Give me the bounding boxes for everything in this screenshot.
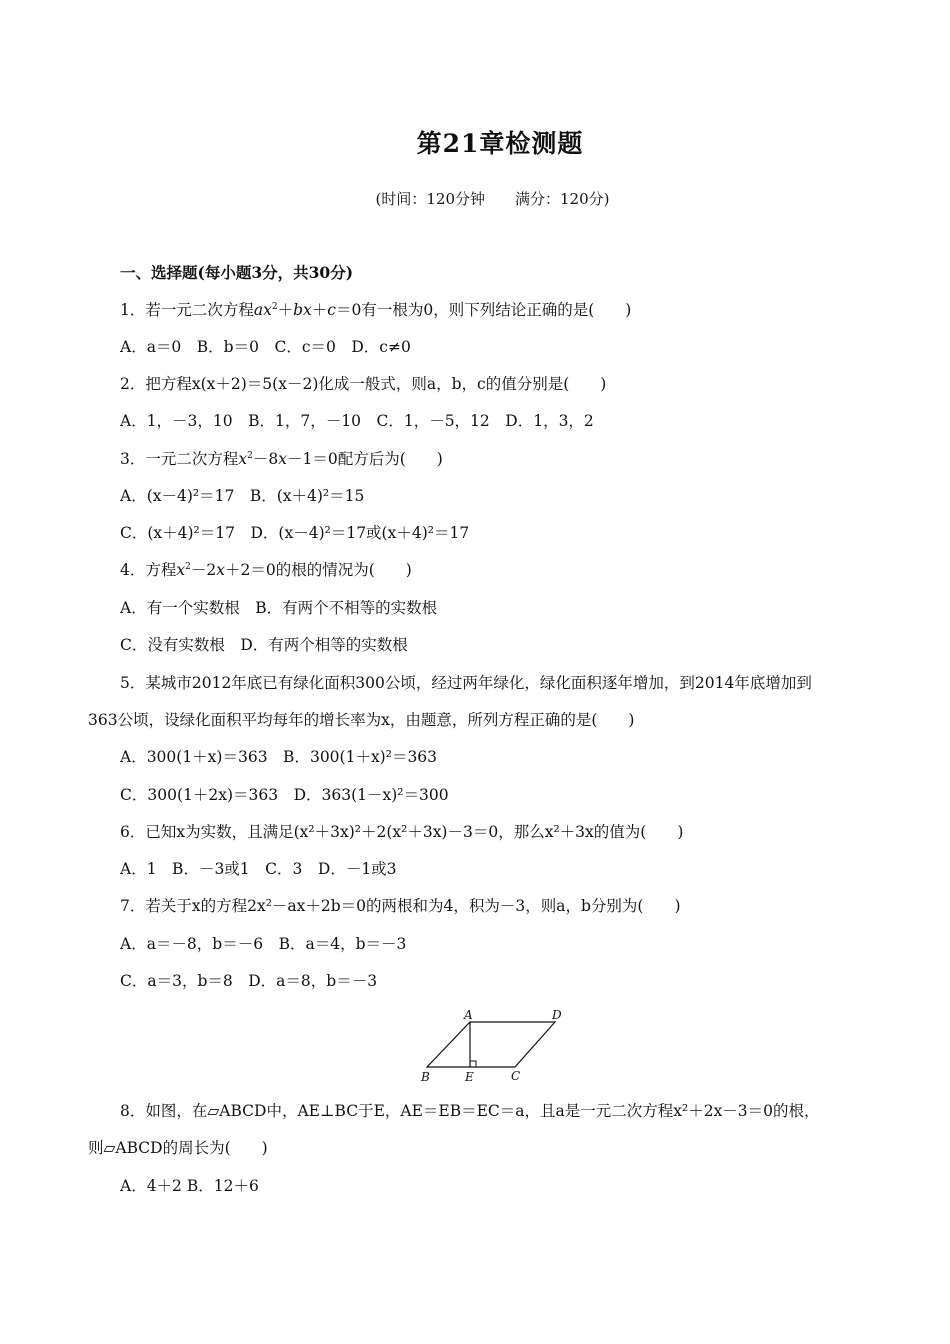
question-8-stem-line1: 8．如图，在▱ABCD中，AE⊥BC于E，AE＝EB＝EC＝a，且a是一元二次方程x²＋2x－3＝0的根， [120, 1102, 820, 1120]
question-3-stem: 3．一元二次方程$x^2-8x-1=0$配方后为( ) [120, 450, 443, 468]
question-1-options: A．a＝0 B．b＝0 C．c＝0 D．c≠0 [120, 338, 411, 356]
question-3-options-cd: C．(x＋4)²＝17 D．(x－4)²＝17或(x＋4)²＝17 [120, 524, 470, 542]
question-4-stem: 4．方程$x^2-2x+2=0$的根的情况为( ) [120, 561, 412, 579]
question-4-options-ab: A．有一个实数根 B．有两个不相等的实数根 [120, 599, 438, 617]
vertex-label-d: D [552, 1008, 562, 1022]
question-8-stem-line2: 则▱ABCD的周长为( ) [88, 1139, 268, 1157]
right-angle-mark [470, 1061, 476, 1067]
question-6-options: A．1 B．－3或1 C．3 D．－1或3 [120, 860, 397, 878]
parallelogram-abcd [427, 1022, 555, 1067]
exam-info: (时间：120分钟 满分：120分) [375, 190, 610, 208]
parallelogram-figure [415, 1006, 575, 1086]
section-heading: 一、选择题(每小题3分，共30分) [120, 263, 354, 282]
question-1-stem: 1．若一元二次方程$ax^2+bx+c=0$有一根为0，则下列结论正确的是( ) [120, 301, 632, 319]
question-7-options-ab: A．a＝－8，b＝－6 B．a＝4，b＝－3 [120, 935, 407, 953]
question-6-stem: 6．已知x为实数，且满足(x²＋3x)²＋2(x²＋3x)－3＝0，那么x²＋3x的值为( ) [120, 823, 684, 841]
vertex-label-c: C [511, 1069, 521, 1083]
question-2-stem: 2．把方程x(x＋2)＝5(x－2)化成一般式，则a，b，c的值分别是( ) [120, 375, 607, 393]
vertex-label-a: A [464, 1008, 473, 1022]
question-5-options-ab: A．300(1＋x)＝363 B．300(1＋x)²＝363 [120, 748, 438, 766]
question-5-options-cd: C．300(1＋2x)＝363 D．363(1－x)²＝300 [120, 786, 449, 804]
question-5-stem-line2: 363公顷，设绿化面积平均每年的增长率为x，由题意，所列方程正确的是( ) [88, 711, 635, 729]
question-7-options-cd: C．a＝3，b＝8 D．a＝8，b＝－3 [120, 972, 378, 990]
question-3-options-ab: A．(x－4)²＝17 B．(x＋4)²＝15 [120, 487, 365, 505]
question-5-stem-line1: 5．某城市2012年底已有绿化面积300公顷，经过两年绿化，绿化面积逐年增加，到2014年底增加到 [120, 674, 812, 692]
question-8-options: A．4＋2 B．12＋6 [120, 1177, 259, 1195]
parallelogram-diagram [415, 1006, 575, 1086]
page-title: 第21章检测题 [416, 129, 584, 158]
vertex-label-b: B [421, 1070, 430, 1084]
vertex-label-e: E [465, 1070, 474, 1084]
question-4-options-cd: C．没有实数根 D．有两个相等的实数根 [120, 636, 408, 654]
question-7-stem: 7．若关于x的方程2x²－ax＋2b＝0的两根和为4，积为－3，则a，b分别为( ) [120, 897, 681, 915]
question-2-options: A．1，－3，10 B．1，7，－10 C．1，－5，12 D．1，3，2 [120, 412, 594, 430]
